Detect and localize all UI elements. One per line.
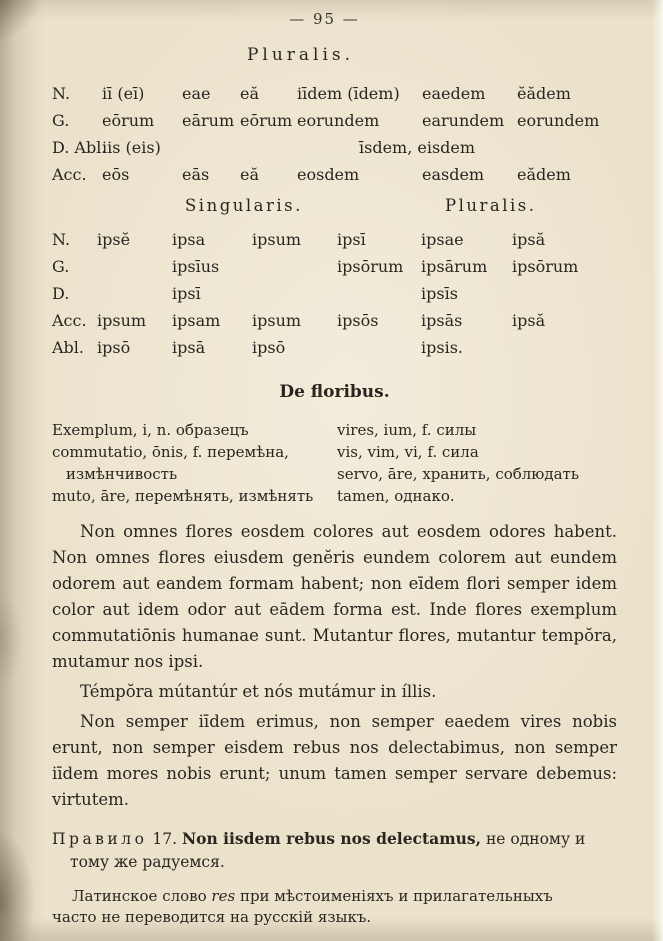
verse-line: Témpŏra mútantúr et nós mutámur in íllis. <box>80 682 437 701</box>
vocab-entry: Exemplum, i, n. образецъ <box>52 421 249 439</box>
table-cell: ipsīs <box>421 284 458 303</box>
rule-17 <box>52 827 614 874</box>
heading-singularis: Singularis. <box>185 196 303 215</box>
table-cell: iīdem (īdem) <box>297 84 400 103</box>
table-cell: eădem <box>517 165 571 184</box>
rule-label: Правило <box>52 830 148 848</box>
table-cell: ipsās <box>421 311 463 330</box>
case-label: Acc. <box>52 165 87 184</box>
vocab-entry: servo, āre, хранить, соблюдать <box>337 465 580 483</box>
footnote <box>52 886 597 928</box>
vocab-column-left <box>52 419 337 507</box>
table-cell: ipsā <box>172 338 206 357</box>
case-label: Abl. <box>52 338 84 357</box>
table-cell: ipsōrum <box>337 257 404 276</box>
table-cell: ipsō <box>97 338 131 357</box>
table-cell: īsdem, eisdem <box>359 138 476 157</box>
table-cell: eōs <box>102 165 130 184</box>
table-cell: ipsum <box>252 311 302 330</box>
vocab-column-right <box>337 419 617 507</box>
vocab-entry: muto, āre, перемѣнять, измѣнять <box>52 487 314 505</box>
table-cell: ipsă <box>512 230 546 249</box>
table-row <box>52 80 617 107</box>
footnote-latin-word: res <box>211 887 236 905</box>
table-cell: eārum <box>182 111 235 130</box>
table-cell: ipsis. <box>421 338 463 357</box>
table-cell: iī (eī) <box>102 84 145 103</box>
rule-number: 17. <box>152 830 178 848</box>
table-cell: eōrum <box>102 111 155 130</box>
table-cell: ipsī <box>172 284 201 303</box>
table-cell: ipsīus <box>172 257 220 276</box>
table-cell: ĕădem <box>517 84 571 103</box>
heading-pluralis-top: Pluralis. <box>246 45 355 65</box>
table-row <box>52 161 617 188</box>
table-row <box>52 280 617 307</box>
case-label: N. <box>52 84 71 103</box>
heading-pluralis: Pluralis. <box>445 196 537 215</box>
vocabulary-list <box>52 419 617 507</box>
case-label: G. <box>52 111 70 130</box>
table-cell: ipsum <box>97 311 147 330</box>
rule-latin-text: Non iisdem rebus nos delectamus, <box>181 829 481 848</box>
vocab-entry: vires, ium, f. силы <box>337 421 477 439</box>
table-cell: eās <box>182 165 210 184</box>
case-label: G. <box>52 257 70 276</box>
table-cell: iis (eis) <box>102 138 161 157</box>
case-label: N. <box>52 230 71 249</box>
table-row <box>52 107 617 134</box>
vocab-entry: vis, vim, vi, f. сила <box>337 443 479 461</box>
table-cell: ipsae <box>421 230 464 249</box>
table-cell: ipsam <box>172 311 221 330</box>
paragraph-latin-1: Non omnes flores eosdem colores aut eosdem odores habent. Non omnes flores eiusdem genĕris eundem colorem aut eundem odorem aut eandem formam habent; non eīdem flori semper idem color aut idem odor aut eādem forma est. Inde flores exemplum commutatiōnis humanae sunt. Mutantur flores, mutantur tempŏra, mutamur nos ipsi. <box>52 522 617 671</box>
vocab-entry: commutatio, ōnis, f. перемѣна, <box>52 443 289 461</box>
footnote-text-end: при мѣстоименіяхъ и прилагательныхъ часто не переводится на русскій языкъ. <box>52 887 553 926</box>
table-cell: ipsō <box>252 338 286 357</box>
table-cell: ipsārum <box>421 257 488 276</box>
page-number: — 95 — <box>289 10 360 28</box>
table-cell: eă <box>240 84 260 103</box>
table-cell: ipsōrum <box>512 257 579 276</box>
table-cell: ipsum <box>252 230 302 249</box>
table-cell: eaedem <box>422 84 486 103</box>
section-heading: De floribus. <box>279 382 390 402</box>
table-row <box>52 134 617 161</box>
table-row <box>52 334 617 361</box>
table-cell: easdem <box>422 165 485 184</box>
table-cell: eă <box>240 165 260 184</box>
table-cell: earundem <box>422 111 505 130</box>
case-label: D. Abl. <box>52 138 107 157</box>
table-cell: ipsa <box>172 230 206 249</box>
footnote-text-start: Латинское слово <box>72 887 212 905</box>
case-label: D. <box>52 284 70 303</box>
table-cell: eorundem <box>297 111 380 130</box>
declension-table-ipse <box>52 226 617 361</box>
number-headings-row <box>52 196 617 220</box>
vocab-entry-continuation: измѣнчивость <box>66 465 178 483</box>
table-row <box>52 226 617 253</box>
declension-table-idem <box>52 80 617 188</box>
rule-russian-text: не одному и тому же радуемся. <box>70 830 586 871</box>
table-cell: eorundem <box>517 111 600 130</box>
case-label: Acc. <box>52 311 87 330</box>
table-cell: ipsĕ <box>97 230 131 249</box>
table-cell: ipsī <box>337 230 366 249</box>
table-cell: ipsă <box>512 311 546 330</box>
table-row <box>52 307 617 334</box>
table-cell: eae <box>182 84 211 103</box>
vocab-entry: tamen, однако. <box>337 487 455 505</box>
paragraph-latin-2: Non semper iīdem erimus, non semper eaedem vires nobis erunt, non semper eisdem rebus nos delectabimus, non semper iīdem mores nobis erunt; unum tamen semper servare debemus: virtutem. <box>52 712 617 809</box>
table-cell: ipsōs <box>337 311 379 330</box>
table-cell: eosdem <box>297 165 360 184</box>
table-cell: eōrum <box>240 111 293 130</box>
table-row <box>52 253 617 280</box>
